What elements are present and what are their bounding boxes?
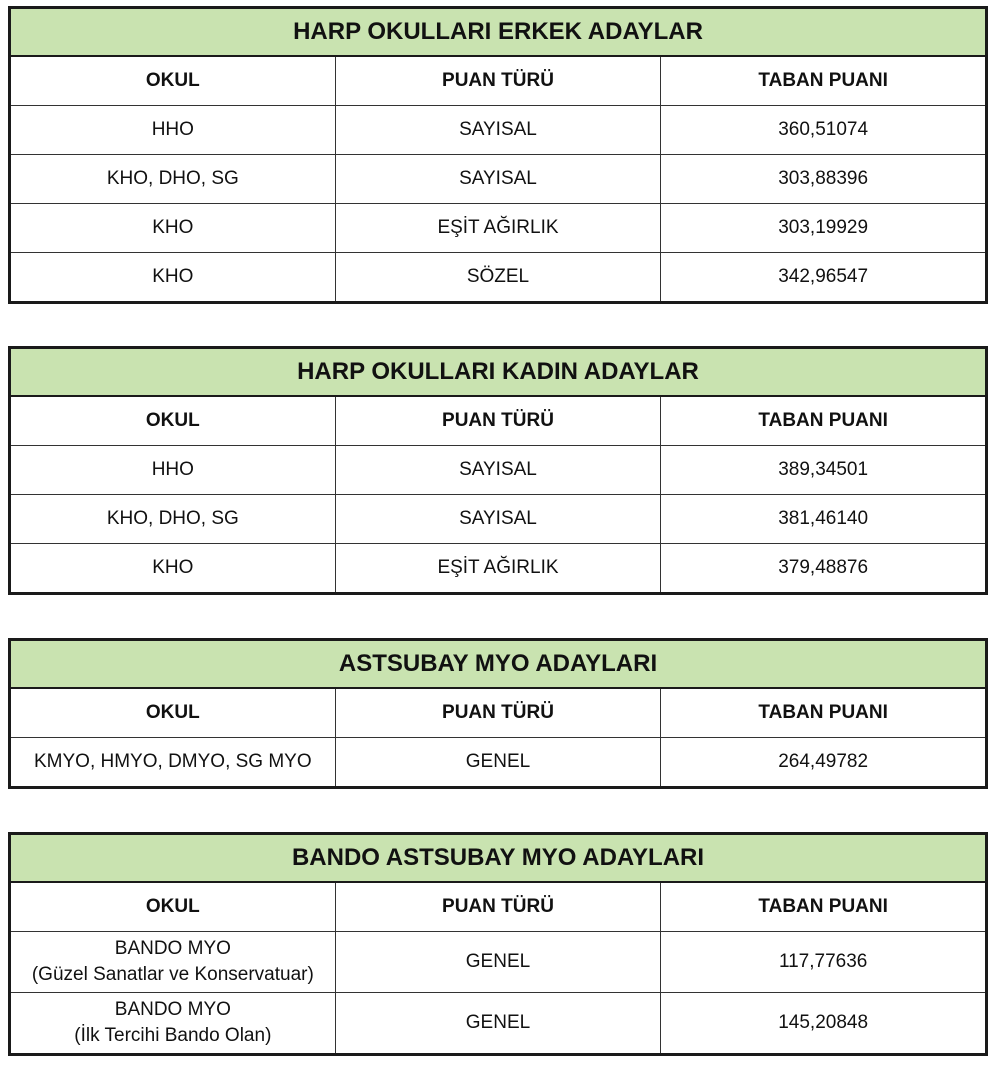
header-base-score: TABAN PUANI [661,882,987,932]
table-title: HARP OKULLARI ERKEK ADAYLAR [10,8,987,57]
cell-base-score: 379,48876 [661,544,987,594]
header-score-type: PUAN TÜRÜ [335,56,661,106]
cell-school: HHO [10,106,336,155]
cell-score-type: GENEL [335,932,661,993]
table-harp-erkek [8,6,988,304]
header-base-score: TABAN PUANI [661,688,987,738]
cell-school: KHO [10,544,336,594]
header-base-score: TABAN PUANI [661,56,987,106]
table-row [10,993,987,1055]
table-harp-kadin [8,346,988,595]
cell-base-score: 360,51074 [661,106,987,155]
cell-school: KHO [10,204,336,253]
cell-school: KHO, DHO, SG [10,155,336,204]
cell-base-score: 342,96547 [661,253,987,303]
header-school: OKUL [10,882,336,932]
header-score-type: PUAN TÜRÜ [335,396,661,446]
cell-base-score: 145,20848 [661,993,987,1055]
table-row [10,544,987,594]
table-title: BANDO ASTSUBAY MYO ADAYLARI [10,834,987,883]
cell-school [10,993,336,1055]
cell-base-score: 264,49782 [661,738,987,788]
cell-base-score: 381,46140 [661,495,987,544]
table-astsubay-myo [8,638,988,789]
table-row [10,155,987,204]
school-name: BANDO MYO [114,999,231,1020]
school-name: BANDO MYO [114,938,231,959]
header-base-score: TABAN PUANI [661,396,987,446]
cell-school: KHO [10,253,336,303]
table-title: ASTSUBAY MYO ADAYLARI [10,640,987,689]
cell-base-score: 303,19929 [661,204,987,253]
cell-school: KHO, DHO, SG [10,495,336,544]
table-title: HARP OKULLARI KADIN ADAYLAR [10,348,987,397]
table-row [10,106,987,155]
cell-base-score: 117,77636 [661,932,987,993]
cell-base-score: 389,34501 [661,446,987,495]
header-school: OKUL [10,56,336,106]
header-score-type: PUAN TÜRÜ [335,688,661,738]
cell-score-type: EŞİT AĞIRLIK [335,204,661,253]
header-school: OKUL [10,688,336,738]
header-score-type: PUAN TÜRÜ [335,882,661,932]
table-bando-astsubay-myo [8,832,988,1056]
cell-score-type: GENEL [335,738,661,788]
table-row [10,495,987,544]
cell-school: HHO [10,446,336,495]
cell-school [10,932,336,993]
cell-score-type: SAYISAL [335,106,661,155]
table-row [10,446,987,495]
cell-score-type: SÖZEL [335,253,661,303]
school-subtitle: (Güzel Sanatlar ve Konservatuar) [31,964,314,985]
school-subtitle: (İlk Tercihi Bando Olan) [74,1025,272,1046]
cell-base-score: 303,88396 [661,155,987,204]
header-school: OKUL [10,396,336,446]
cell-score-type: SAYISAL [335,155,661,204]
table-row [10,738,987,788]
table-row [10,932,987,993]
cell-score-type: GENEL [335,993,661,1055]
table-row [10,253,987,303]
cell-score-type: SAYISAL [335,446,661,495]
cell-school: KMYO, HMYO, DMYO, SG MYO [10,738,336,788]
cell-score-type: SAYISAL [335,495,661,544]
cell-score-type: EŞİT AĞIRLIK [335,544,661,594]
table-row [10,204,987,253]
